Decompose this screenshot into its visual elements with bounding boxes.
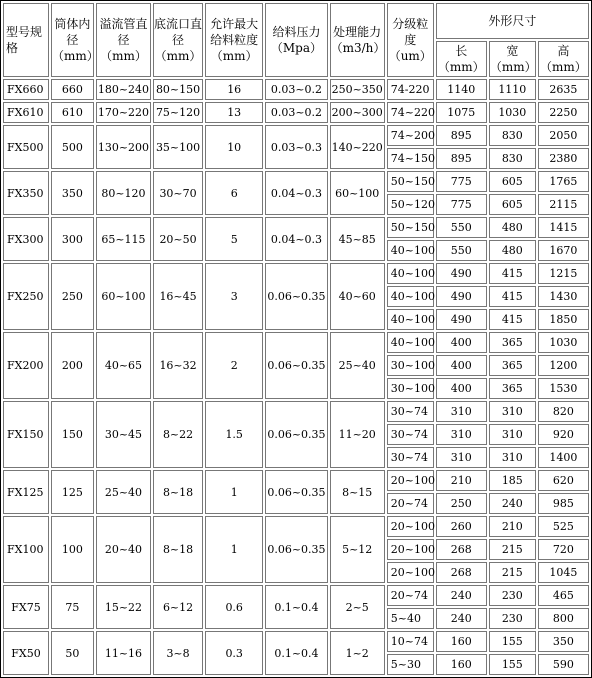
cell-pressure: 0.03~0.2	[265, 102, 327, 123]
header-max-feed: 允许最大给料粒度 （mm）	[205, 3, 263, 77]
cell-height: 1400	[538, 447, 589, 468]
cell-pressure: 0.03~0.3	[265, 125, 327, 169]
header-dimensions: 外形尺寸	[436, 3, 589, 39]
cell-length: 490	[436, 286, 487, 307]
cell-max-feed: 0.3	[205, 631, 263, 675]
cell-underflow: 16~45	[153, 263, 203, 330]
cell-underflow: 8~22	[153, 401, 203, 468]
cell-length: 775	[436, 194, 487, 215]
cell-model: FX350	[3, 171, 49, 215]
cell-capacity: 2~5	[330, 585, 385, 629]
cell-height: 1530	[538, 378, 589, 399]
cell-diameter: 200	[51, 332, 94, 399]
cell-width: 830	[489, 148, 536, 169]
cell-pressure: 0.06~0.35	[265, 401, 327, 468]
cell-height: 1415	[538, 217, 589, 238]
cell-grading: 20~74	[387, 585, 434, 606]
cell-length: 550	[436, 240, 487, 261]
cell-length: 260	[436, 516, 487, 537]
cell-max-feed: 16	[205, 79, 263, 100]
cell-width: 1030	[489, 102, 536, 123]
cell-overflow: 11~16	[96, 631, 151, 675]
cell-overflow: 20~40	[96, 516, 151, 583]
table-row	[3, 585, 589, 606]
cell-height: 525	[538, 516, 589, 537]
cell-model: FX250	[3, 263, 49, 330]
table-row	[3, 102, 589, 123]
cell-pressure: 0.04~0.3	[265, 217, 327, 261]
header-overflow: 溢流管直径 （mm）	[96, 3, 151, 77]
cell-length: 400	[436, 378, 487, 399]
cell-height: 465	[538, 585, 589, 606]
table-row	[3, 631, 589, 652]
cell-underflow: 80~150	[153, 79, 203, 100]
cell-width: 415	[489, 309, 536, 330]
cell-grading: 20~100	[387, 470, 434, 491]
cell-width: 310	[489, 424, 536, 445]
cell-length: 490	[436, 263, 487, 284]
cell-pressure: 0.04~0.3	[265, 171, 327, 215]
table-row	[3, 125, 589, 146]
cell-capacity: 250~350	[330, 79, 385, 100]
cell-max-feed: 13	[205, 102, 263, 123]
cell-grading: 30~100	[387, 378, 434, 399]
cell-height: 1670	[538, 240, 589, 261]
cell-capacity: 40~60	[330, 263, 385, 330]
cell-overflow: 30~45	[96, 401, 151, 468]
cell-length: 895	[436, 148, 487, 169]
cell-max-feed: 5	[205, 217, 263, 261]
cell-height: 2380	[538, 148, 589, 169]
cell-width: 240	[489, 493, 536, 514]
cell-capacity: 8~15	[330, 470, 385, 514]
cell-capacity: 60~100	[330, 171, 385, 215]
cell-underflow: 6~12	[153, 585, 203, 629]
cell-grading: 30~100	[387, 355, 434, 376]
cell-length: 310	[436, 447, 487, 468]
cell-length: 400	[436, 332, 487, 353]
cell-width: 605	[489, 171, 536, 192]
cell-grading: 74-220	[387, 79, 434, 100]
cell-length: 490	[436, 309, 487, 330]
cell-diameter: 500	[51, 125, 94, 169]
cell-overflow: 180~240	[96, 79, 151, 100]
cell-grading: 40~100	[387, 240, 434, 261]
table-row	[3, 217, 589, 238]
cell-length: 268	[436, 539, 487, 560]
cell-model: FX125	[3, 470, 49, 514]
cell-diameter: 100	[51, 516, 94, 583]
cell-height: 800	[538, 608, 589, 629]
cell-diameter: 350	[51, 171, 94, 215]
cell-grading: 20~74	[387, 493, 434, 514]
header-length: 长 （mm）	[436, 41, 487, 77]
cell-width: 480	[489, 240, 536, 261]
cell-max-feed: 10	[205, 125, 263, 169]
cell-grading: 20~100	[387, 516, 434, 537]
cell-overflow: 40~65	[96, 332, 151, 399]
cell-underflow: 30~70	[153, 171, 203, 215]
cell-width: 365	[489, 332, 536, 353]
cell-length: 1140	[436, 79, 487, 100]
cell-overflow: 15~22	[96, 585, 151, 629]
cell-grading: 30~74	[387, 401, 434, 422]
cell-diameter: 50	[51, 631, 94, 675]
cell-overflow: 170~220	[96, 102, 151, 123]
cell-grading: 10~74	[387, 631, 434, 652]
cell-capacity: 11~20	[330, 401, 385, 468]
table-row	[3, 263, 589, 284]
cell-grading: 50~120	[387, 194, 434, 215]
cell-grading: 40~100	[387, 263, 434, 284]
cell-underflow: 16~32	[153, 332, 203, 399]
cell-width: 185	[489, 470, 536, 491]
cell-pressure: 0.06~0.35	[265, 263, 327, 330]
cell-overflow: 60~100	[96, 263, 151, 330]
cell-diameter: 300	[51, 217, 94, 261]
cell-length: 210	[436, 470, 487, 491]
cell-width: 1110	[489, 79, 536, 100]
cell-width: 415	[489, 263, 536, 284]
cell-length: 400	[436, 355, 487, 376]
cell-height: 2115	[538, 194, 589, 215]
cell-length: 240	[436, 585, 487, 606]
cell-underflow: 3~8	[153, 631, 203, 675]
header-diameter: 筒体内径 （mm）	[51, 3, 94, 77]
cell-underflow: 20~50	[153, 217, 203, 261]
cell-width: 415	[489, 286, 536, 307]
cell-grading: 74~200	[387, 125, 434, 146]
cell-overflow: 25~40	[96, 470, 151, 514]
cell-model: FX300	[3, 217, 49, 261]
cell-capacity: 45~85	[330, 217, 385, 261]
cell-height: 350	[538, 631, 589, 652]
table-row	[3, 332, 589, 353]
header-row-1	[3, 3, 589, 39]
cell-max-feed: 6	[205, 171, 263, 215]
cell-height: 720	[538, 539, 589, 560]
cell-pressure: 0.03~0.2	[265, 79, 327, 100]
cell-diameter: 125	[51, 470, 94, 514]
cell-width: 365	[489, 355, 536, 376]
cell-model: FX610	[3, 102, 49, 123]
cell-grading: 40~100	[387, 332, 434, 353]
cell-grading: 50~150	[387, 217, 434, 238]
cell-model: FX150	[3, 401, 49, 468]
cell-width: 605	[489, 194, 536, 215]
cell-length: 895	[436, 125, 487, 146]
cell-length: 250	[436, 493, 487, 514]
cell-grading: 40~100	[387, 286, 434, 307]
cell-underflow: 8~18	[153, 470, 203, 514]
header-underflow: 底流口直径 （mm）	[153, 3, 203, 77]
cell-pressure: 0.1~0.4	[265, 631, 327, 675]
cell-width: 480	[489, 217, 536, 238]
cell-grading: 20~100	[387, 562, 434, 583]
cell-pressure: 0.06~0.35	[265, 516, 327, 583]
cell-height: 1765	[538, 171, 589, 192]
cell-length: 240	[436, 608, 487, 629]
cell-capacity: 200~300	[330, 102, 385, 123]
cell-grading: 74~150	[387, 148, 434, 169]
cell-grading: 50~150	[387, 171, 434, 192]
cell-capacity: 140~220	[330, 125, 385, 169]
header-height: 高 （mm）	[538, 41, 589, 77]
cell-grading: 20~100	[387, 539, 434, 560]
cell-width: 210	[489, 516, 536, 537]
cell-underflow: 35~100	[153, 125, 203, 169]
cell-width: 230	[489, 608, 536, 629]
cell-capacity: 1~2	[330, 631, 385, 675]
cell-height: 2050	[538, 125, 589, 146]
cell-grading: 30~74	[387, 447, 434, 468]
cell-width: 310	[489, 447, 536, 468]
cell-grading: 5~40	[387, 608, 434, 629]
cell-overflow: 130~200	[96, 125, 151, 169]
cell-diameter: 75	[51, 585, 94, 629]
cell-underflow: 8~18	[153, 516, 203, 583]
cell-height: 820	[538, 401, 589, 422]
cell-width: 310	[489, 401, 536, 422]
header-pressure: 给料压力 （Mpa）	[265, 3, 327, 77]
spec-table-body	[3, 79, 589, 675]
cell-overflow: 65~115	[96, 217, 151, 261]
cell-pressure: 0.1~0.4	[265, 585, 327, 629]
cell-pressure: 0.06~0.35	[265, 470, 327, 514]
cell-length: 550	[436, 217, 487, 238]
cell-max-feed: 2	[205, 332, 263, 399]
table-row	[3, 171, 589, 192]
cell-height: 590	[538, 654, 589, 675]
cell-max-feed: 3	[205, 263, 263, 330]
cell-diameter: 250	[51, 263, 94, 330]
cell-max-feed: 1.5	[205, 401, 263, 468]
cell-height: 1430	[538, 286, 589, 307]
cell-max-feed: 1	[205, 516, 263, 583]
hydrocyclone-spec-table	[1, 1, 591, 677]
header-model: 型号规格	[3, 3, 49, 77]
cell-width: 155	[489, 654, 536, 675]
cell-width: 830	[489, 125, 536, 146]
cell-length: 160	[436, 654, 487, 675]
cell-underflow: 75~120	[153, 102, 203, 123]
cell-height: 985	[538, 493, 589, 514]
cell-width: 230	[489, 585, 536, 606]
cell-capacity: 5~12	[330, 516, 385, 583]
cell-model: FX500	[3, 125, 49, 169]
table-row	[3, 470, 589, 491]
cell-diameter: 150	[51, 401, 94, 468]
cell-width: 215	[489, 562, 536, 583]
cell-model: FX100	[3, 516, 49, 583]
cell-length: 775	[436, 171, 487, 192]
cell-grading: 40~100	[387, 309, 434, 330]
cell-grading: 30~74	[387, 424, 434, 445]
header-grading: 分级粒度 （um）	[387, 3, 434, 77]
table-row	[3, 516, 589, 537]
cell-max-feed: 1	[205, 470, 263, 514]
cell-length: 1075	[436, 102, 487, 123]
cell-model: FX200	[3, 332, 49, 399]
cell-model: FX660	[3, 79, 49, 100]
cell-model: FX50	[3, 631, 49, 675]
cell-diameter: 610	[51, 102, 94, 123]
cell-width: 215	[489, 539, 536, 560]
cell-diameter: 660	[51, 79, 94, 100]
cell-width: 365	[489, 378, 536, 399]
cell-length: 310	[436, 401, 487, 422]
cell-grading: 5~30	[387, 654, 434, 675]
cell-height: 2635	[538, 79, 589, 100]
cell-pressure: 0.06~0.35	[265, 332, 327, 399]
cell-length: 160	[436, 631, 487, 652]
cell-height: 1850	[538, 309, 589, 330]
table-row	[3, 79, 589, 100]
cell-model: FX75	[3, 585, 49, 629]
cell-length: 310	[436, 424, 487, 445]
cell-capacity: 25~40	[330, 332, 385, 399]
cell-height: 1030	[538, 332, 589, 353]
cell-height: 1215	[538, 263, 589, 284]
header-capacity: 处理能力 （m3/h）	[330, 3, 385, 77]
cell-max-feed: 0.6	[205, 585, 263, 629]
cell-height: 1200	[538, 355, 589, 376]
cell-height: 920	[538, 424, 589, 445]
cell-grading: 74~220	[387, 102, 434, 123]
table-row	[3, 401, 589, 422]
cell-overflow: 80~120	[96, 171, 151, 215]
cell-height: 1045	[538, 562, 589, 583]
cell-length: 268	[436, 562, 487, 583]
header-width: 宽 （mm）	[489, 41, 536, 77]
cell-height: 2250	[538, 102, 589, 123]
cell-height: 620	[538, 470, 589, 491]
cell-width: 155	[489, 631, 536, 652]
